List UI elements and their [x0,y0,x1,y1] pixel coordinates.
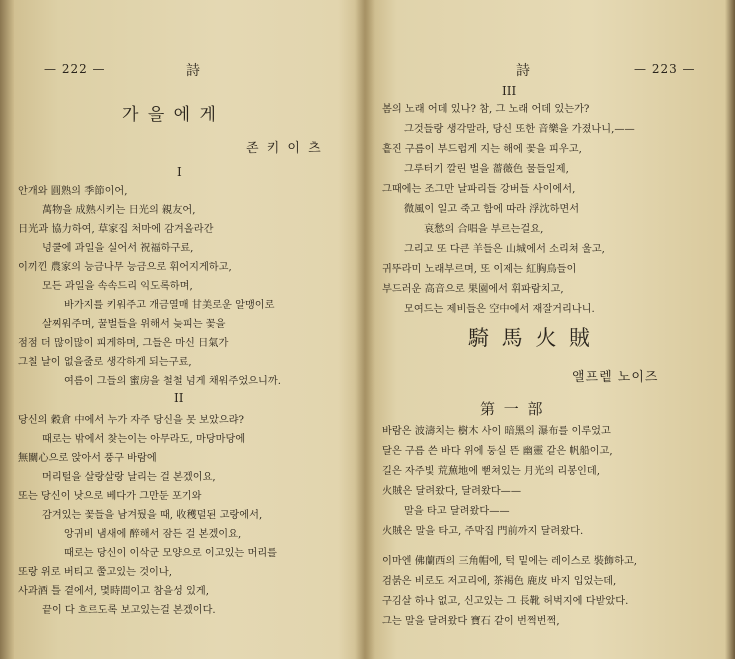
running-head: 詩 [186,63,201,79]
poem-line: 그는 말을 달려왔다 寶石 같이 번쩍번쩍, [382,616,560,627]
book-gutter [355,0,375,659]
poem-line: 넝쿨에 과일을 실어서 祝福하구료, [42,243,194,254]
poem-line: 구김살 하나 없고, 신고있는 그 長靴 허벅지에 다받았다. [382,596,629,607]
section-numeral: II [174,391,184,405]
poem-line: 또는 당신이 낫으로 베다가 그만둔 포기와 [18,491,202,502]
poem-line: 때로는 밖에서 찾는이는 아무라도, 마당마당에 [42,434,246,445]
poem-line: 그칠 날이 없을줄로 생각하게 되는구료, [18,357,192,368]
poem-author: 존 키 이 츠 [246,141,323,156]
page-number: — 223 — [634,62,696,76]
book-right-edge [725,0,735,659]
book-left-edge [0,0,14,659]
poem-line: 無關心으로 앉아서 풍구 바람에 [18,453,157,464]
poem-line: 당신의 穀倉 中에서 누가 자주 당신을 못 보았으랴? [18,415,244,426]
poem-title: 騎 馬 火 賊 [468,326,594,350]
poem-line: 봄의 노래 어데 있나? 참, 그 노래 어데 있는가? [382,104,590,115]
poem-author: 앨프렡 노이즈 [572,370,659,385]
poem-line: 모여드는 제비들은 空中에서 재잘거리나니. [404,304,595,315]
poem-line: 끝이 다 흐르도록 보고있는걸 본겠이다. [42,605,216,616]
poem-line: 검붉은 비로도 저고리에, 茶褐色 鹿皮 바지 입었는데, [382,576,617,587]
poem-line: 달은 구름 쓴 바다 위에 둥실 뜬 幽靈 같은 帆船이고, [382,446,613,457]
poem-line: 日光과 協力하여, 草家집 처마에 감겨올라간 [18,224,214,235]
poem-line: 길은 자주빛 荒蕪地에 뻗쳐있는 月光의 리봉인데, [382,466,600,477]
right-page [376,0,724,659]
poem-line: 哀愁의 合唱을 부르는걸요, [424,224,544,235]
poem-line: 火賊은 달려왔다, 달려왔다—— [382,486,522,497]
poem-line: 그루터기 깔린 벌을 薔薇色 물들일제, [404,164,569,175]
poem-line: 그때에는 조그만 날파리들 강버들 사이에서, [382,184,576,195]
poem-line: 때로는 당신이 이삭군 모양으로 이고있는 머리를 [64,548,278,559]
poem-line: 바가지를 키워주고 개금열매 甘美로운 알맹이로 [64,300,275,311]
poem-line: 微風이 일고 죽고 함에 따라 浮沈하면서 [404,204,580,215]
poem-line: 이끼낀 農家의 능금나무 능금으로 휘어지게하고, [18,262,232,273]
poem-line: 사과酒 틀 곁에서, 몇時間이고 참을성 있게, [18,586,210,597]
poem-line: 안개와 圓熟의 季節이어, [18,186,128,197]
poem-line: 감겨있는 꽃들을 남겨뒀을 때, 收穫덜된 고랑에서, [42,510,263,521]
poem-line: 부드러운 高音으로 果園에서 휘파람치고, [382,284,564,295]
poem-line: 살찌워주며, 꿀벌들을 위해서 늦피는 꽃을 [42,319,226,330]
poem-line: 火賊은 말을 타고, 주막집 門前까지 달려왔다. [382,526,584,537]
running-head: 詩 [516,63,531,79]
poem-line: 점점 더 많이많이 피게하며, 그들은 마신 日氣가 [18,338,229,349]
poem-title: 가 을 에 게 [122,105,218,125]
poem-line: 그것들랑 생각말라, 당신 또한 音樂을 가졌나니,—— [404,124,635,135]
poem-line: 또랑 위로 버티고 쭐고있는 것이나, [18,567,172,578]
poem-line: 그리고 또 다큰 羊들은 山城에서 소리쳐 울고, [404,244,605,255]
part-title: 第 一 部 [480,400,545,418]
poem-line: 여름이 그들의 蜜房을 철철 넘게 채워주었으니까. [64,376,281,387]
section-numeral: III [502,84,517,98]
poem-line: 앙귀비 냄새에 醉해서 잠든 걸 본겠이요, [64,529,242,540]
poem-line: 귀뚜라미 노래부르며, 또 이제는 紅胸鳥들이 [382,264,577,275]
poem-line: 萬物을 成熟시키는 日光의 親友어, [42,205,196,216]
poem-line: 모든 과일을 속속드리 익도록하며, [42,281,193,292]
poem-line: 머리털을 살랑살랑 날리는 걸 본겠이요, [42,472,216,483]
poem-line: 이마엔 佛蘭西의 三角帽에, 턱 밑에는 레이스로 裝飾하고, [382,556,638,567]
poem-line: 말을 타고 달려왔다—— [404,506,510,517]
section-numeral: I [177,165,182,179]
page-number: — 222 — [44,62,106,76]
poem-line: 바람은 波濤치는 樹木 사이 暗黑의 瀑布를 이루었고 [382,426,611,437]
left-page [14,0,354,659]
poem-line: 흩진 구름이 부드럽게 지는 해에 꽃을 피우고, [382,144,582,155]
